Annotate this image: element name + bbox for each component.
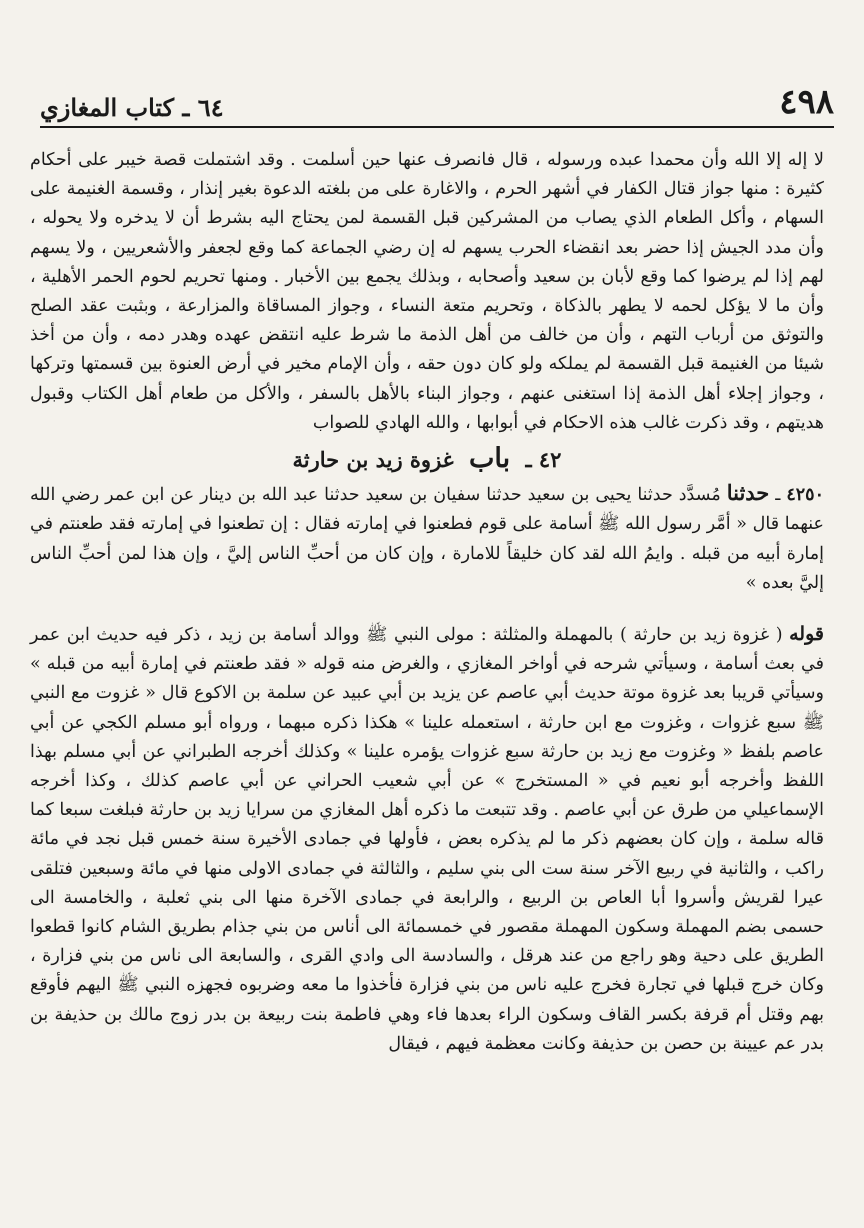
commentary-block xyxy=(30,620,824,1059)
commentary-heading-quote: ( غزوة زيد بن حارثة ) xyxy=(619,625,783,646)
intro-paragraph: لا إله إلا الله وأن محمدا عبده ورسوله ، قال فانصرف عنها حين أسلمت . وقد اشتملت قصة خيبر على أحكام كثيرة : منها جواز قتال الكفار في أشهر الحرم ، والاغارة على من بلغته الدعوة بغير إنذار ، وقسمة الغنيمة على السهام ، وأكل الطعام الذي يصاب من المشركين قبل القسمة لمن يحتاج اليه بشرط أن لا يدخره ولا يحوله ، وأن مدد الجيش إذا حضر بعد انقضاء الحرب يسهم له إن رضي الجماعة كما وقع لجعفر والأشعريين ، ولا يسهم لهم إذا لم يرضوا كما وقع لأبان بن سعيد وأصحابه ، وبذلك يجمع بين الأخبار . ومنها تحريم لحوم الحمر الأهلية ، وأن ما لا يؤكل لحمه لا يطهر بالذكاة ، وتحريم متعة النساء ، وجواز المساقاة والمزارعة ، وبثبت عقد الصلح والتوثق من أرباب التهم ، وأن من خالف من أهل الذمة ما شرط عليه انتقض عهده وهدر دمه ، وأن من أخذ شيئا من الغنيمة قبل القسمة لم يملكه ولو كان دون حقه ، وأن الإمام مخير في أرض العنوة بين قسمتها وتركها ، وجواز إجلاء أهل الذمة إذا استغنى عنهم ، وجواز البناء بالأهل بالسفر ، والأكل من طعام أهل الكتاب وقبول هديتهم ، وقد ذكرت غالب هذه الاحكام في أبوابها ، والله الهادي للصواب xyxy=(30,150,824,433)
hadith-number: ٤٢٥٠ xyxy=(786,485,824,506)
chapter-title: غزوة زيد بن حارثة xyxy=(292,447,454,473)
chapter-bab-label: باب xyxy=(468,443,511,475)
section-spacer xyxy=(30,598,824,620)
page-number: ٤٩٨ xyxy=(779,82,834,122)
chapter-heading xyxy=(30,444,824,474)
hadith-haddathana: حدثنا xyxy=(726,480,770,506)
hadith-dash: ـ xyxy=(775,485,781,506)
commentary-text: بالمهملة والمثلثة : مولى النبي ﷺ ووالد أسامة بن زيد ، ذكر فيه حديث ابن عمر في بعث أسامة ، وسيأتي شرحه في أواخر المغازي ، والغرض منه قوله « فقد طعنتم في إمارة أبيه من قبله » وسيأتي قريبا بعد غزوة موتة حديث أبي عاصم عن يزيد بن أبي عبيد عن سلمة بن الاكوع قال « غزوت مع النبي ﷺ سبع غزوات ، وغزوت مع ابن حارثة ، استعمله علينا » هكذا ذكره مبهما ، ورواه أبو مسلم الكجي عن أبي عاصم بلفظ « وغزوت مع زيد بن حارثة سبع غزوات يؤمره علينا » وكذلك أخرجه الطبراني عن أبي مسلم بهذا اللفظ وأخرجه أبو نعيم في « المستخرج » عن أبي شعيب الحراني عن أبي عاصم كذلك ، وكذا أخرجه الإسماعيلي من طرق عن أبي عاصم . وقد تتبعت ما ذكره أهل المغازي من سرايا زيد بن حارثة فبلغت سبعا كما قاله سلمة ، وإن كان بعضهم ذكر ما لم يذكره بعض ، فأولها في جمادى الأخيرة سنة خمس قبل نجد في مائة راكب ، والثانية في ربيع الآخر سنة ست الى بني سليم ، والثالثة في جمادى الاولى منها في مائة وسبعين فتلقى عيرا لقريش وأسروا أبا العاص بن الربيع ، والرابعة في جمادى الآخرة منها الى بني ثعلبة ، والخامسة الى حسمى بضم المهملة وسكون المهملة مقصور في خمسمائة الى أناس من بني جذام بطريق الشام كانوا قطعوا الطريق على دحية وهو راجع من عند هرقل ، والسادسة الى وادي القرى ، والسابعة الى ناس من بني فزارة ، وكان خرج قبلها في تجارة فخرج عليه ناس من بني فزارة فأخذوا ما معه وضربوه فجهزه النبي ﷺ اليهم فأوقع بهم وقتل أم قرفة بكسر القاف وسكون الراء بعدها فاء وهي فاطمة بنت ربيعة بن بدر زوج مالك بن حذيفة بن بدر عم عيينة بن حصن بن حذيفة وكانت معظمة فيهم ، فيقال xyxy=(30,625,824,1054)
commentary-qawluh: قوله xyxy=(789,623,824,646)
chapter-number: ٤٢ xyxy=(538,447,562,473)
page-header xyxy=(40,78,834,128)
hadith-block xyxy=(30,478,824,598)
book-title: ٦٤ ـ كتاب المغازي xyxy=(40,93,224,122)
chapter-dash: ـ xyxy=(525,447,532,473)
hadith-text: مُسدَّد حدثنا يحيى بن سعيد حدثنا سفيان بن سعيد حدثنا عبد الله بن دينار عن ابن عمر رضي الله عنهما قال « أمَّر رسول الله ﷺ أسامة على قوم فطعنوا في إمارته فقال : إن تطعنوا في إمارته فقد طعنتم في إمارة أبيه من قبله . وايمُ الله لقد كان خليقاً للامارة ، وإن كان من أحبِّ الناس إليَّ ، وإن هذا لمن أحبِّ الناس إليَّ بعده » xyxy=(30,485,824,593)
page-body xyxy=(30,146,824,1059)
